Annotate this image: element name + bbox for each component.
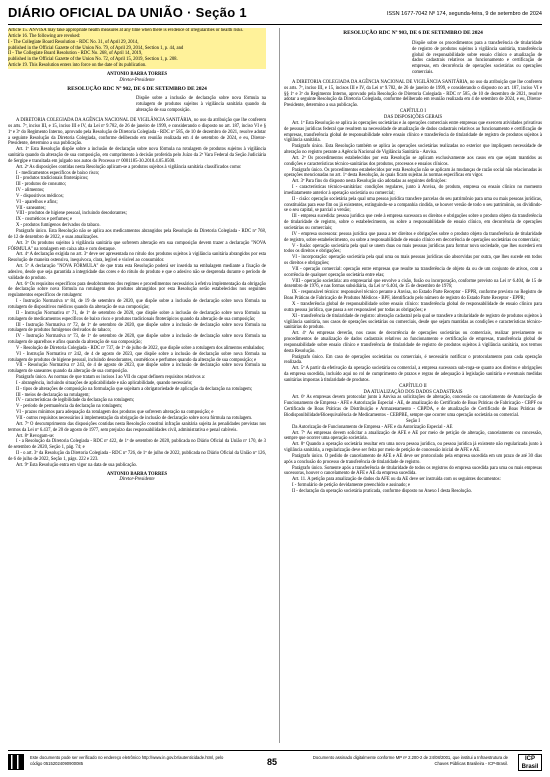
paragraph: Art. 5º A declaração "NOVA FÓRMULA" de que trata esta Resolução poderá ser inserida na embalagem mediante a fixação de adesivo, desde que seja garantida a integridade das cores e do rótulo do produto e que o adesivo não se desprenda durante o período de validade do produto. bbox=[8, 264, 266, 281]
paragraph: Art. 1º Esta Resolução dispõe sobre a inclusão de declaração sobre nova fórmula na rotulagem de produtos sujeitos à vigilância sanitária quando da alteração de sua composição, em cumprimento à decisão proferida pelo Juízo da 2ª Vara Federal da Seção Judiciária de Sergipe e transitada em julgado nos autos do Processo nº 0001185-30.2018.4.05.8500. bbox=[8, 147, 266, 164]
paragraph: A DIRETORIA COLEGIADA DA AGÊNCIA NACIONAL DE VIGILÂNCIA SANITÁRIA, no uso da atribuição que lhe conferem os arts. 7º, inciso III, e 15, inciso III e IV, da Lei nº 9.782, de 26 de janeiro de 1999, e considerando o disposto no art. 187, inciso VI e § 1º e 3º do Regimento Interno, aprovado pela Resolução de Diretoria Colegiada - RDC nº 585, de 10 de dezembro de 2021, resolve adotar a seguinte Resolução da Diretoria Colegiada, conforme deliberado em reunião realizada em 4 de setembro de 2024, e eu, Diretor-Presidente, determino a sua publicação. bbox=[8, 117, 266, 147]
paragraph: Parágrafo único. Esta Resolução também se aplica às operações societárias realizadas no exterior que impliquem necessidade de alteração no registro perante a Agência Nacional de Vigilância Sanitária - Anvisa. bbox=[284, 144, 542, 156]
paragraph: VII - saneantes; bbox=[16, 205, 46, 211]
paragraph: A DIRETORIA COLEGIADA DA AGÊNCIA NACIONAL DE VIGILÂNCIA SANITÁRIA, no uso da atribuição que lhe conferem os arts. 7º, inciso III, e 15, incisos III e IV, da Lei nº 9.782, de 26 de janeiro de 1999, e considerando o disposto no art. 187, inciso VI e §§ 1º e 3º do Regimento Interno, aprovado pela Resolução de Diretoria Colegiada - RDC nº 585, de 10 de dezembro de 2021, resolve adotar a seguinte Resolução da Diretoria Colegiada, conforme deliberado em reunião realizada em 4 de setembro de 2024, e eu, Diretor-Presidente, determino a sua publicação. bbox=[284, 79, 542, 109]
resolution-title: RESOLUÇÃO RDC Nº 902, DE 6 DE SETEMBRO DE 2024 bbox=[67, 85, 207, 92]
paragraph: published in the Official Gazette of the Union No. 79, of April 29, 2014, Section 1, p. 44, and bbox=[8, 46, 266, 52]
paragraph: Art. 11. A petição para atualização de dados da AFE ou da AE deve ser instruída com os seguintes documentos: bbox=[292, 477, 501, 483]
paragraph: II - produtos tradicionais fitoterápicos; bbox=[16, 176, 89, 182]
paragraph: Art. 7º O descumprimento das disposições contidas nesta Resolução constitui infração sanitária sujeita às penalidades previstas nos termos da Lei nº 6.437, de 20 de agosto de 1977, sem prejuízo das responsabilidades civil, administrativa e penal cabíveis. bbox=[8, 421, 266, 433]
paragraph: Parágrafo único. Os procedimentos estabelecidos por esta Resolução não se aplicam às mudanças de razão social não relacionadas às operações mencionadas no art. 1º desta Resolução, às quais ficam sujeitas às normas específicas em vigor. bbox=[284, 167, 542, 179]
paragraph: Art. 8º Revogam-se: bbox=[16, 433, 55, 439]
paragraph: IV - características de legibilidade da declaração na rotulagem; bbox=[16, 398, 135, 404]
paragraph: Art. 2º As disposições contidas nesta Resolução aplicam-se a produtos sujeitos à vigilância sanitária classificados como: bbox=[16, 164, 242, 170]
paragraph: Parágrafo único. As normas de que tratam os incisos I ao VII do caput definem requisitos relativos a: bbox=[16, 375, 206, 381]
icp-brasil-logo: ICP Brasil bbox=[518, 754, 542, 771]
paragraph: IV - empresa sucessora: pessoa jurídica que passa a ter direitos e obrigações sobre o produto objeto da transferência de titularidade de registro, sobre estabelecimento, ou sobre a responsabilidade de ensaio clínico em decorrência de operações societárias ou comerciais; bbox=[284, 231, 542, 243]
paragraph: I - Instrução Normativa nº 84, de 19 de setembro de 2020, que dispõe sobre a inclusão de declaração sobre nova fórmula na rotulagem de dispositivos médicos quando da alteração de sua composição; bbox=[8, 299, 266, 310]
paragraph: DA ATUALIZAÇÃO DOS DADOS CADASTRAIS bbox=[363, 389, 463, 395]
paragraph: II - Instrução Normativa nº 71, de 1º de setembro de 2020, que dispõe sobre a inclusão de declaração sobre nova fórmula na rotulagem de medicamentos específicos de baixo risco e produtos tradicionais fitoterápicos quando da alteração de sua composição; bbox=[8, 310, 266, 322]
paragraph: published in the Official Gazette of the Union No. 72, of April 15, 2019, Section 1, p. 208. bbox=[8, 57, 266, 63]
paragraph: IX - cosméticos e perfumes; e bbox=[16, 217, 73, 223]
paragraph: DAS DISPOSIÇÕES GERAIS bbox=[383, 114, 443, 120]
paragraph: VII - outros requisitos necessários à implementação da obrigação de inclusão de declaração sobre nova fórmula na rotulagem. bbox=[16, 416, 253, 421]
paragraph: V - fusão: operação societária pela qual se unem duas ou mais pessoas jurídicas para formar nova sociedade, que lhes sucederá em todos os direitos e obrigações; bbox=[284, 243, 542, 255]
right-column bbox=[284, 28, 542, 743]
paragraph: Parágrafo único. Em caso de operações societárias ou comerciais, é necessário notificar o protocolamento para cada operação realizada. bbox=[284, 354, 542, 366]
resolution-summary: Dispõe sobre a inclusão de declaração sobre nova fórmula na rotulagem de produtos sujeitos à vigilância sanitária quando da alteração de sua composição. bbox=[136, 96, 266, 114]
paragraph: I - formulário de petição devidamente preenchido e assinado; e bbox=[292, 483, 411, 489]
paragraph: Art. 8º Quando a operação societária resultar em uma nova pessoa jurídica, ou pessoa jurídica já existente não regularizada junto à vigilância sanitária, a regularização deve ser feita por meio de petição de concessão inicial de AFE e AE. bbox=[284, 442, 542, 454]
paragraph: VI - prazos mínimos para adequação da rotulagem dos produtos que sofrerem alteração na composição; e bbox=[16, 410, 214, 416]
paragraph: Art. 6º Os requisitos específicos para desdobramento dos regimes e procedimentos necessários à efetiva implementação da obrigação de declaração sobre nova fórmula na rotulagem dos produtos abrangidos por esta Resolução serão estabelecidos nos seguintes regulamentos específicos de rotulagem: bbox=[8, 281, 266, 299]
paragraph: Article 15. ANVISA may take appropriate health measures at any time when there is evidence of irregularities or health risks. bbox=[8, 28, 266, 34]
issue-info: ISSN 1677-7042 Nº 174, segunda-feira, 9 de setembro de 2024 bbox=[386, 11, 542, 17]
resolution-body bbox=[8, 118, 266, 469]
resolution-title: RESOLUÇÃO RDC Nº 903, DE 6 DE SETEMBRO DE 2024 bbox=[343, 30, 483, 36]
paragraph: II - tipos de alterações de composição na formulação que sujeitam a obrigatoriedade de aplicação da declaração na rotulagem; bbox=[16, 386, 253, 392]
paragraph: Article 16. The following are revoked: bbox=[8, 34, 266, 40]
paragraph: X - transferência global de responsabilidade sobre ensaio clínico: transferência global de responsabilidade de ensaio clínico para outra pessoa jurídica, que passa a ser responsável por todas as obrigações; e bbox=[284, 301, 542, 313]
paragraph: Article 19. This Resolution enters into force on the date of its publication. bbox=[8, 63, 266, 69]
paragraph: III - empresa sucedida: pessoa jurídica que cede à empresa sucessora os direitos e obrigações sobre o produto objeto da transferência de titularidade de registro, sobre o estabelecimento, ou sobre a responsabilidade de ensaio clínico, em decorrência de operações societárias ou comerciais; bbox=[284, 214, 542, 231]
paragraph: Art. 3º Para fins do disposto nesta Resolução são adotadas as seguintes definições: bbox=[292, 179, 447, 185]
paragraph: Art. 4º A declaração exigida no art. 3º deve ser apresentada no rótulo dos produtos sujeitos à vigilância sanitária abrangidos por esta Resolução de maneira ostensiva, inequívoca, clara, legível e visível ao consumidor. bbox=[8, 252, 266, 264]
signature-role: Diretor-Presidente bbox=[119, 77, 155, 83]
paragraph: II - o art. 3º da Resolução da Diretoria Colegiada - RDC nº 726, de 1º de julho de 2022, publicada no Diário Oficial da União nº 126, de 6 de julho de 2022, Seção 1, págs. 222 e 223. bbox=[8, 451, 266, 462]
paragraph: VII - Resolução Normativa nº 243, de 4 de agosto de 2023, que dispõe sobre a inclusão de declaração sobre nova fórmula na rotulagem de saneantes quando da alteração de sua composição. bbox=[8, 363, 266, 375]
paragraph: IV - alimentos; bbox=[16, 188, 45, 194]
paragraph: I - abrangência, incluindo situações de aplicabilidade e não aplicabilidade, quando necessário; bbox=[16, 380, 193, 386]
paragraph: Art. 4º As empresas deverão, nos casos de decorrência de operações societárias ou comerciais, realizar previamente os procedimentos de atualização de dados cadastrais relativos ao funcionamento e certificação de empresas, transferência global de responsabilidade sobre ensaio clínico e transferência de titularidade de registro de produtos sujeitos à vigilância sanitária, nos termos desta Resolução. bbox=[284, 331, 542, 354]
paragraph: Art. 7º As empresas devem solicitar a atualização de AFE e AE por meio de petição de alteração, cancelamento ou concessão, sempre que ocorrer uma operação societária. bbox=[284, 430, 542, 442]
paragraph: Da Autorização de Funcionamento de Empresa - AFE e da Autorização Especial - AE bbox=[292, 424, 453, 430]
footer bbox=[8, 750, 542, 773]
verification-note: Este documento pode ser verificado no endereço eletrônico http://www.in.gov.br/autenticidade.html, pelo código 05152024090900085 bbox=[30, 755, 224, 766]
paragraph: VIII - operação societária: ato empresarial que envolve a cisão, fusão ou incorporação, conforme previsto na Lei nº 6.404, de 15 de dezembro de 1976, e nas formas subsidiária, da Lei nº 6.404, de 15 de dezembro de 1976; bbox=[284, 278, 542, 290]
paragraph: I - a Resolução da Diretoria Colegiada - RDC nº 422, de 1º de setembro de 2020, publicada no Diário Oficial da União nº 170, de 3 de setembro de 2020, Seção 1, pág. 74; e bbox=[8, 439, 266, 451]
paragraph: II - cisão: operação societária pela qual uma pessoa jurídica transfere parcelas do seu patrimônio para uma ou mais pessoas jurídicas, constituídas para esse fim ou já existentes, extinguindo-se a companhia cindida, se houver versão de todo o seu patrimônio, ou dividindo-se o seu capital, se parcial a versão; bbox=[284, 196, 542, 214]
masthead bbox=[8, 4, 542, 25]
paragraph: VI - incorporação: operação societária pela qual uma ou mais pessoas jurídicas são absorvidas por outra, que lhes sucede em todos os direitos e obrigações; bbox=[284, 255, 542, 267]
signature-name: ANTONIO BARRA TORRES bbox=[106, 71, 168, 77]
paragraph: IX - responsável técnico: responsável técnico perante a Anvisa, no Estado Parte Receptor - EPPR, conforme previsto no Registro de Boas Práticas de Fabricação de Produtos Médicos - BPF, identificado pelo número de registro do Estado Parte Receptor - EPPR; bbox=[284, 290, 542, 302]
paragraph: Art. 5º A partir da efetivação da operação societária ou comercial, a empresa sucessora sub-roga-se quanto aos direitos e obrigações da empresa sucedida, incluído aqui no rol de cumprimento de prazos e regras de adequação à legislação sanitária e eventuais medidas sanitárias impostas à titularidade de produtos. bbox=[284, 366, 542, 383]
paragraph: V - Resolução de Diretoria Colegiada - RDC nº 737, de 1º de julho de 2022, que dispõe sobre a rotulagem dos alimentos embalados; bbox=[16, 345, 265, 351]
qr-code-icon bbox=[8, 754, 24, 770]
column-divider bbox=[279, 28, 280, 743]
paragraph: Parágrafo único. O pedido de cancelamento de AFE e AE deve ser protocolado pela empresa sucedida em um prazo de até 30 dias após a conclusão do processo de transferência de titularidade de registro. bbox=[284, 453, 542, 465]
resolution-summary: Dispõe sobre os procedimentos para a transferência de titularidade de registro de produtos sujeitos à vigilância sanitária, transferência global de responsabilidade sobre ensaio clínico e atualização de dados cadastrais relativos ao funcionamento e certificação de empresas, em decorrência de operações societárias ou operações comerciais. bbox=[412, 40, 542, 76]
paragraph: X - produtos fumígenos derivados do tabaco. bbox=[16, 223, 101, 229]
signature-name: ANTONIO BARRA TORRES bbox=[106, 471, 168, 477]
left-column bbox=[8, 28, 266, 743]
paragraph: III - Instrução Normativa nº 72, de 1º de setembro de 2020, que dispõe sobre a inclusão de declaração sobre nova fórmula na rotulagem de produtos fumígenos derivados do tabaco; bbox=[8, 322, 266, 334]
digital-signature-note: Documento assinado digitalmente conforme MP nº 2.200-2 de 24/08/2001, que institui a Infraestrutura de Chaves Públicas Brasileira - ICP-Brasil. bbox=[312, 755, 508, 766]
paragraph: V - dispositivos médicos; bbox=[16, 193, 64, 199]
page-number: 85 bbox=[267, 757, 278, 767]
gazette-title: DIÁRIO OFICIAL DA UNIÃO · Seção 1 bbox=[8, 5, 247, 20]
paragraph: VIII - produtos de higiene pessoal, incluindo desodorantes; bbox=[16, 211, 127, 217]
paragraph: Art. 6º As empresas devem protocolar junto à Anvisa as solicitações de alteração, concessão ou cancelamento de Autorização de Funcionamento de Empresa - AFE e Autorização Especial - AE, de atualização do Certificado de Boas Práticas de Fabricação - CBPF ou Certificado de Boas Práticas de Distribuição e Armazenamento - CBPDA, e de atualização de Certificado de Boas Práticas de Biodisponibilidade/Bioequivalência de Medicamentos - CEBPBE, sempre que ocorrer uma operação societária ou comercial. bbox=[284, 395, 542, 418]
highlighted-block bbox=[8, 28, 266, 69]
paragraph: III - produtos de consumo; bbox=[16, 182, 66, 188]
paragraph: VI - aparelhos e afins; bbox=[16, 199, 58, 205]
paragraph: IV - Instrução Normativa nº 73, de 1º de setembro de 2020, que dispõe sobre a inclusão de declaração sobre nova fórmula na rotulagem de aparelhos e afins quando da alteração de sua composição; bbox=[8, 334, 266, 346]
paragraph: Art. 3º Os produtos sujeitos à vigilância sanitária que sofrerem alteração em sua composição devem trazer a declaração "NOVA FÓRMULA" na rotulagem em caixa alta e com destaque. bbox=[8, 240, 266, 252]
paragraph: VI - Instrução Normativa nº 242, de 4 de agosto de 2023, que dispõe sobre a inclusão de declaração sobre nova fórmula na rotulagem de produtos de higiene pessoal, incluindo desodorantes, cosméticos e perfumes quando da alteração de sua composição; e bbox=[8, 351, 266, 363]
paragraph: V - período de permanência da declaração na rotulagem; bbox=[16, 404, 123, 410]
paragraph: I - medicamentos específicos de baixo risco; bbox=[16, 170, 100, 176]
paragraph: III - meios de declaração na rotulagem; bbox=[16, 392, 90, 398]
signature-role: Diretor-Presidente bbox=[119, 477, 155, 483]
paragraph: I - The Collegiate Board Resolution - RDC No. 31, of April 29, 2014, bbox=[8, 40, 266, 46]
paragraph: II - The Collegiate Board Resolution - RDC No. 268, of April 14, 2019, bbox=[8, 51, 266, 57]
paragraph: I - características técnico-sanitárias: condições regulares, junto à Anvisa, do produto, empresa ou ensaio clínico no momento imediatamente anterior à operação societária ou comercial; bbox=[284, 185, 542, 196]
paragraph: Art. 9º Esta Resolução entra em vigor na data de sua publicação. bbox=[16, 462, 138, 468]
paragraph: Parágrafo único. Somente após a transferência de titularidade de todos os registros do empresa sucedida para uma ou mais empresas sucessoras, houver o cancelamento de AFE e AE da empresa sucedida. bbox=[284, 465, 542, 477]
paragraph: CAPÍTULO II bbox=[399, 383, 427, 389]
paragraph: Art. 1º Esta Resolução se aplica às operações societárias e às operações comerciais entre empresas que exercem atividades privativas de pessoas jurídicas federal que resultem na necessidade de atualização de dados cadastrais relativos ao funcionamento e certificação de empresas, transferência global de responsabilidade sobre ensaio clínico e transferência de titularidade de registro de produtos sujeitos à vigilância sanitária. bbox=[284, 120, 542, 144]
paragraph: CAPÍTULO I bbox=[400, 109, 426, 115]
paragraph: II - declaração da operação societária praticada, conforme disposto no Anexo I desta Resolução. bbox=[292, 488, 472, 494]
paragraph: XI - transferência de titularidade de registro: alteração cadastral pela qual se transfere a titularidade de registro de produtos sujeitos à vigilância sanitária, nos casos de operações societárias ou comerciais, desde que sejam mantidas as condições e características técnico-sanitárias do produto. bbox=[284, 313, 542, 331]
paragraph: Seção I bbox=[406, 418, 420, 424]
paragraph: VII - operação comercial: operação entre empresas que resulte na transferência de objeto da ou de um conjunto de ativos, com a ocorrência de qualquer operação societária entre elas; bbox=[284, 266, 542, 278]
paragraph: Parágrafo único. Esta Resolução não se aplica aos medicamentos abrangidos pela Resolução da Diretoria Colegiada - RDC nº 768, de 12 de dezembro de 2022, e suas atualizações. bbox=[8, 229, 266, 240]
resolution-body bbox=[284, 80, 542, 495]
paragraph: Art. 2º Os procedimentos estabelecidos por esta Resolução se aplicam exclusivamente aos casos em que sejam mantidos as condições e características técnico-sanitárias dos produtos, processos e ensaios clínicos. bbox=[284, 155, 542, 167]
